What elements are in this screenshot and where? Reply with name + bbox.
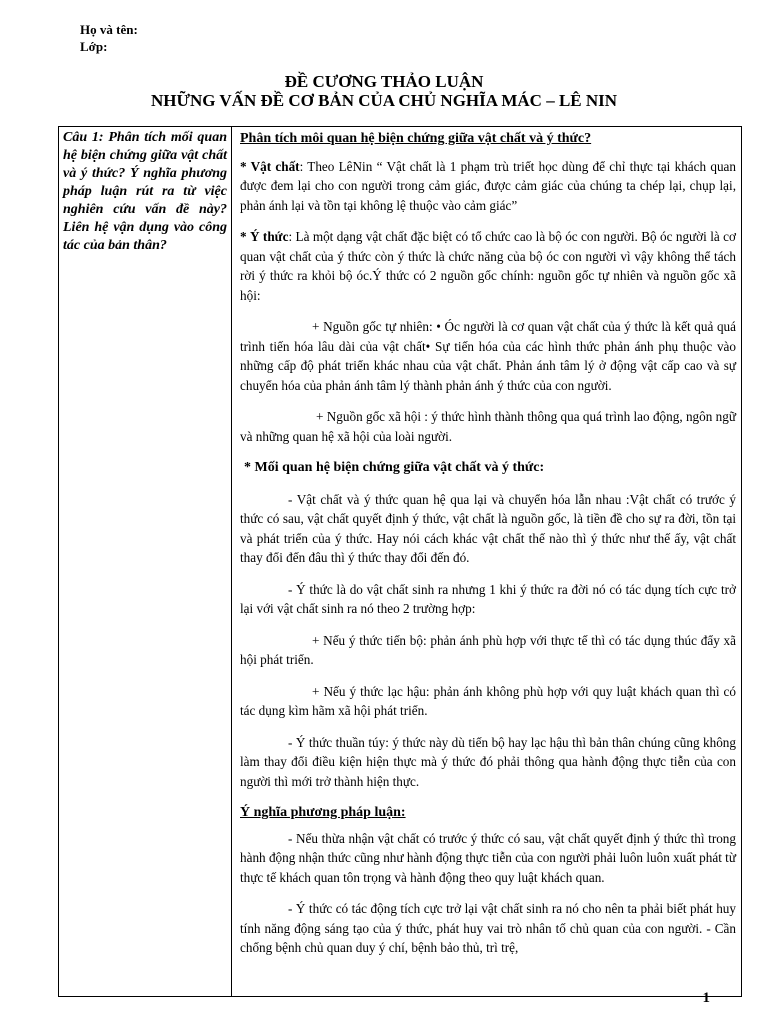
relation-paragraph-3: + Nếu ý thức tiến bộ: phản ánh phù hợp với thực tế thì có tác dụng thúc đẩy xã hội phát triển. xyxy=(240,632,736,667)
relation-paragraph-5: - Ý thức thuần túy: ý thức này dù tiến bộ hay lạc hậu thì bản thân chúng cũng không làm thay đổi điều kiện hiện thực mà ý thức đó phải thông qua hành động thực tiễn của con người thì mới trở thành hiện thực. xyxy=(240,734,736,789)
page-number: 1 xyxy=(702,990,710,1006)
qa-table xyxy=(58,126,742,997)
answer-cell xyxy=(232,127,742,997)
question-cell xyxy=(59,127,232,997)
matter-paragraph xyxy=(240,157,736,216)
relation-paragraph-4: + Nếu ý thức lạc hậu: phản ánh không phù hợp với quy luật khách quan thì có tác dụng kìm hãm xã hội phát triển. xyxy=(240,683,736,718)
consciousness-paragraph xyxy=(240,227,736,305)
method-heading: Ý nghĩa phương pháp luận: xyxy=(240,805,406,820)
name-label: Họ và tên: xyxy=(80,22,138,37)
method-paragraph-1: - Nếu thừa nhận vật chất có trước ý thức có sau, vật chất quyết định ý thức thì trong hành động nhận thức cũng như hành động thực tiễn của con người phải luôn luôn xuất phát từ thực tế khách quan tôn trọng và hành động theo quy luật khách quan. xyxy=(240,830,736,885)
answer-heading: Phân tích môi quan hệ biện chứng giữa vật chất và ý thức? xyxy=(240,131,592,146)
method-paragraph-2: - Ý thức có tác động tích cực trở lại vật chất sinh ra nó cho nên ta phải biết phát huy tính năng động sáng tạo của ý thức, phát huy vai trò nhân tố chủ quan của con người. - Cần chống bệnh chủ quan duy ý chí, bệnh bảo thủ, trì trệ, xyxy=(240,901,736,955)
consciousness-text: : Là một dạng vật chất đặc biệt có tổ chức cao là bộ óc con người. Bộ óc người là cơ quan vật chất của ý thức còn ý thức là chức năng của bộ óc con người vì vậy không thể tách rời ý thức ra khỏi bộ óc.Ý thức có 2 nguồn gốc chính: nguồn gốc tự nhiên và nguồn gốc xã hội: xyxy=(240,229,736,303)
question-text: Câu 1: Phân tích mối quan hệ biện chứng giữa vật chất và ý thức? Ý nghĩa phương pháp luận rút ra từ việc nghiên cứu vấn đề này? Liên hệ vận dụng vào công tác của bản thân? xyxy=(63,130,227,253)
matter-text: : Theo LêNin “ Vật chất là 1 phạm trù triết học dùng để chỉ thực tại khách quan được đem lại cho con người trong cảm giác, được cảm giác của chúng ta chép lại, chụp lại, phản ánh lại và tồn tại không lệ thuộc vào cảm giác” xyxy=(240,158,736,213)
matter-label: * Vật chất xyxy=(240,158,300,174)
document-subtitle: NHỮNG VẤN ĐỀ CƠ BẢN CỦA CHỦ NGHĨA MÁC – LÊ NIN xyxy=(150,91,618,110)
relation-heading: * Mối quan hệ biện chứng giữa vật chất và ý thức: xyxy=(244,460,545,475)
relation-paragraph-1: - Vật chất và ý thức quan hệ qua lại và chuyển hóa lẫn nhau :Vật chất có trước ý thức có sau, vật chất quyết định ý thức, vật chất là nguồn gốc, là tiền đề cho sự ra đời, tồn tại và phát triển của ý thức. Hay nói cách khác vật chất thế nào thì ý thức như thế ấy, vật chất thay đổi đến đâu thì ý thức thay đổi đến đó. xyxy=(240,491,736,565)
relation-paragraph-2: - Ý thức là do vật chất sinh ra nhưng 1 khi ý thức ra đời nó có tác dụng tích cực trở lại với vật chất sinh ra nó theo 2 trường hợp: xyxy=(240,581,736,616)
consciousness-label: * Ý thức xyxy=(240,229,289,244)
document-title: ĐỀ CƯƠNG THẢO LUẬN xyxy=(284,72,484,91)
class-label: Lớp: xyxy=(80,39,108,54)
origin-social-paragraph: + Nguồn gốc xã hội : ý thức hình thành thông qua quá trình lao động, ngôn ngữ và những quan hệ xã hội của loài người. xyxy=(240,409,736,444)
table-row xyxy=(59,127,742,997)
origin-natural-paragraph: + Nguồn gốc tự nhiên: • Óc người là cơ quan vật chất của ý thức là kết quả quá trình tiến hóa lâu dài của vật chất• Sự tiến hóa của các hình thức phản ánh phụ thuộc vào những cấp độ phát triển khác nhau của vật chất. Phản ánh tâm lý ở động vật cấp cao và sự chuyển hóa của phản ánh tâm lý thành phản ánh ý thức của con người. xyxy=(240,319,736,393)
